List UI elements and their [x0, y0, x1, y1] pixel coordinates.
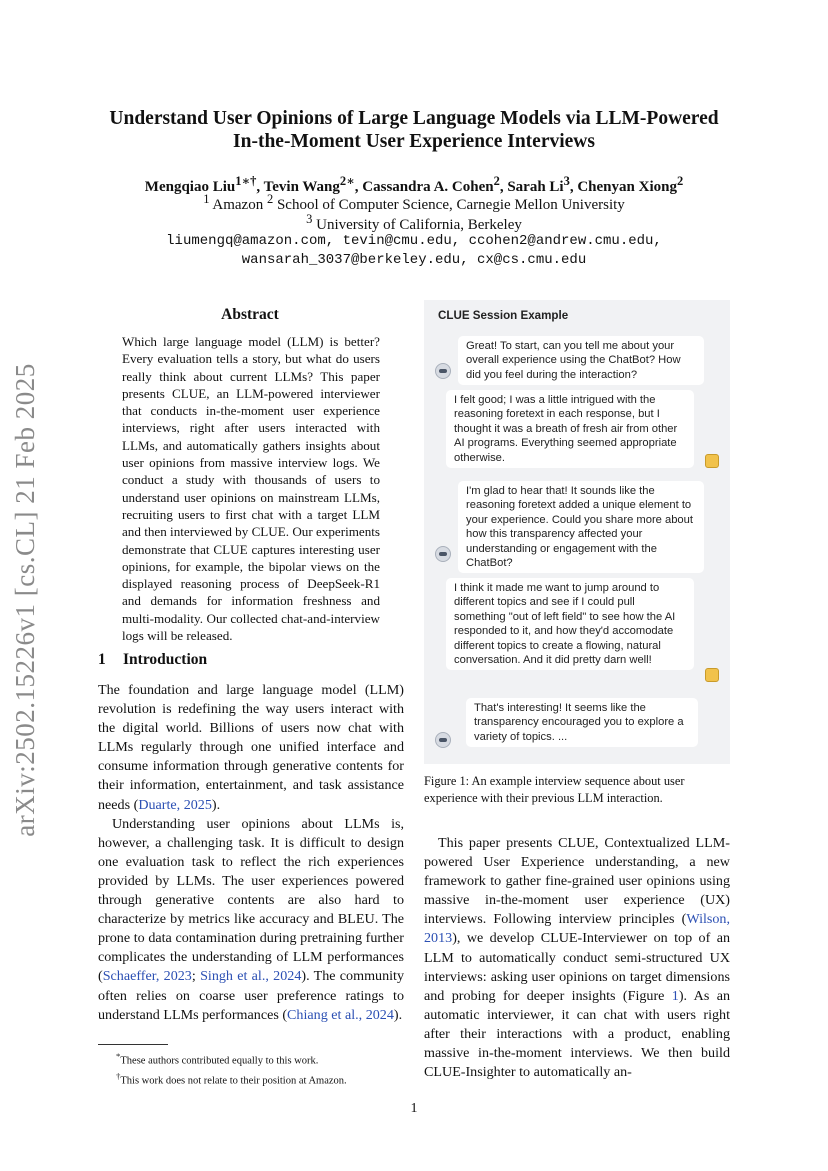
author-emails-line-1[interactable]: liumengq@amazon.com, tevin@cmu.edu, ccohen2@andrew.cmu.edu, [166, 233, 662, 249]
citation-link[interactable]: Duarte, 2025 [138, 796, 212, 813]
paragraph-text: ), we develop CLUE-Interviewer on top of an LLM to automatically conduct semi-structured UX interviews: asking user opinions on target dimensions and probing for deeper insights (Figure [424, 930, 730, 1004]
user-avatar-icon [705, 668, 719, 682]
title-line-1: Understand User Opinions of Large Language Models via LLM-Powered [109, 108, 719, 129]
paragraph-text: ). [393, 1006, 403, 1023]
affiliation-cmu: School of Computer Science, Carnegie Mellon University [273, 197, 625, 213]
citation-link[interactable]: Chiang et al., 2024 [287, 1006, 394, 1023]
footnote-divider [98, 1044, 168, 1045]
footnotes [98, 1049, 404, 1088]
affiliation-line-1 [60, 192, 768, 214]
footnote [98, 1069, 404, 1089]
affiliation-amazon: Amazon [209, 197, 267, 213]
citation-link[interactable]: Singh et al., 2024 [200, 968, 302, 985]
footnote [98, 1049, 404, 1069]
paragraph-text: ; [191, 968, 201, 985]
author-name: Sarah Li [507, 179, 564, 195]
paragraph-text: Understanding user opinions about LLMs is, however, a challenging task. It is difficult to design one evaluation task to reflect the rich experiences provided by LLMs. The user experiences powered through generative contents are also hard to characterize by metrics like accuracy and BLEU. The prone to data contamination during pretraining further complicates the understanding of LLM performances ( [98, 815, 404, 985]
author-affiliation-mark: 2 [493, 174, 500, 188]
right-column-body [424, 834, 730, 1082]
section-heading-introduction [98, 651, 207, 669]
bot-avatar-icon [435, 363, 451, 379]
figure-reference-link[interactable]: 1 [671, 987, 679, 1004]
paragraph-text: The foundation and large language model (LLM) revolution is redefining the way users interact with the digital world. Billions of users now chat with LLMs regularly through one unified interface and consume information through generative contents for their information, entertainment, and task assistance needs ( [98, 682, 404, 813]
footnote-mark: * [116, 1051, 121, 1061]
chat-bubble-user: I think it made me want to jump around to different topics and see if I could pull something "out of left field" to see how the AI responded to it, and how they'd accomodate different topics to create a flowing, natural conversation. And it did pretty darn well! [446, 578, 694, 670]
author-name: Cassandra A. Cohen [362, 179, 494, 195]
author-name: Chenyan Xiong [577, 179, 677, 195]
author-affiliation-mark: 2∗ [339, 174, 355, 188]
paragraph-text: ). As an automatic interviewer, it can chat with users right after their interactions with a product, enabling massive in-the-moment interviews. We then build CLUE-Insighter to automatically an- [424, 987, 731, 1081]
bot-avatar-icon [435, 732, 451, 748]
section-number: 1 [98, 651, 106, 668]
author-list: Mengqiao Liu$^{1∗\dagger}$, Tevin Wang$^{2∗}$, Cassandra A. Cohen$^2$, Sarah Li$^3$, Chenyan Xiong$^2$ [144, 174, 684, 195]
paragraph-text: This paper presents CLUE, Contextualized LLM-powered User Experience understanding, a new framework to gather fine-grained user opinions using massive in-the-moment user experience (UX) interviews. Following interview principles ( [424, 835, 730, 928]
paragraph [98, 815, 404, 1025]
citation-link[interactable]: Schaeffer, 2023 [102, 968, 192, 985]
figure-title: CLUE Session Example [438, 309, 569, 322]
author-affiliation-mark: 3 [563, 174, 570, 188]
author-name: Mengqiao Liu [144, 179, 236, 195]
affiliation-line-2 [60, 212, 768, 234]
chat-bubble-bot: Great! To start, can you tell me about your overall experience using the ChatBot? How did you feel during the interaction? [458, 336, 704, 385]
figure-clue-session [424, 300, 730, 764]
paragraph [98, 681, 404, 815]
chat-bubble-user: I felt good; I was a little intrigued with the reasoning foretext in each response, but I thought it was a breath of fresh air from other AI programs. Everything seemed appropriate otherwise. [446, 390, 694, 468]
paper-title [60, 107, 768, 153]
affiliation-mark: 3 [306, 212, 313, 226]
footnote-text: This work does not relate to their position at Amazon. [120, 1075, 347, 1086]
footnote-text: These authors contributed equally to this work. [120, 1055, 319, 1067]
bot-avatar-icon [435, 546, 451, 562]
citation-link[interactable]: Wilson, 2013 [424, 911, 730, 947]
paragraph [424, 834, 730, 1082]
footnote-mark: † [116, 1070, 121, 1081]
arxiv-identifier-text: arXiv:2502.15226v1 [cs.CL] 21 Feb 2025 [10, 363, 40, 837]
user-avatar-icon [705, 454, 719, 468]
author-emails-line-2[interactable]: wansarah_3037@berkeley.edu, cx@cs.cmu.edu [241, 252, 587, 268]
abstract-body: Which large language model (LLM) is better? Every evaluation tells a story, but what do users really think about current LLMs? This paper presents CLUE, an LLM-powered interviewer that conducts in-the-moment user experience interviews, right after users interacted with LLMs, and automatically gathers insights about user opinions from massive interview logs. We conduct a study with thousands of users to understand user opinions on mainstream LLMs, recruiting users to first chat with a target LLM and then interviewed by CLUE. Our experiments demonstrate that CLUE captures interesting user opinions, for example, the bipolar views on the displayed reasoning process of DeepSeek-R1 and demands for information freshness and multi-modality. Our collected chat-and-interview logs will be released. [122, 334, 380, 644]
title-line-2: In-the-Moment User Experience Interviews [233, 131, 595, 152]
author-affiliation-mark: 1∗† [235, 174, 257, 188]
introduction-body [98, 681, 404, 1025]
affiliation-mark: 2 [266, 192, 274, 206]
author-affiliation-mark: 2 [676, 174, 684, 188]
figure-caption: Figure 1: An example interview sequence about user experience with their previous LLM interaction. [424, 774, 685, 805]
section-title: Introduction [123, 651, 208, 668]
paragraph-text: ). The community often relies on coarse user preference ratings to understand LLMs performances ( [98, 968, 404, 1023]
affiliation-berkeley: University of California, Berkeley [312, 217, 522, 233]
affiliation-mark: 1 [203, 192, 210, 206]
author-name: Tevin Wang [263, 179, 340, 195]
chat-bubble-bot: I'm glad to hear that! It sounds like the reasoning foretext added a unique element to your experience. Could you share more about how this transparency affected your understanding or engagement with the ChatBot? [458, 481, 704, 573]
page-number: 1 [410, 1101, 418, 1116]
chat-bubble-bot: That's interesting! It seems like the transparency encouraged you to explore a variety of topics. ... [466, 698, 698, 747]
paragraph-text: ). [211, 796, 221, 813]
abstract-heading: Abstract [221, 306, 279, 323]
